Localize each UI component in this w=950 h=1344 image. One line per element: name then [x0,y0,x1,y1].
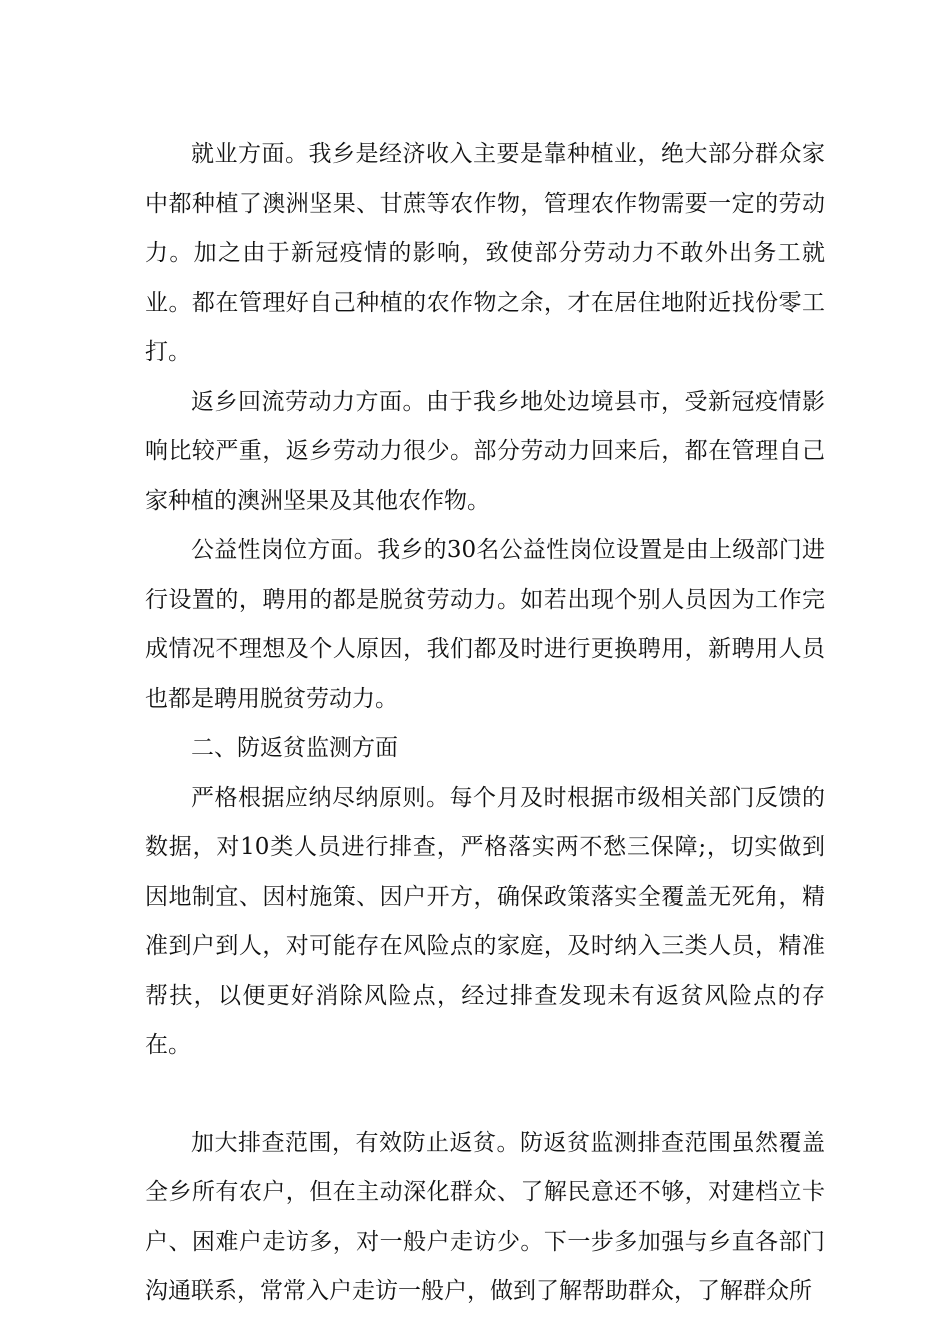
document-body [145,130,825,1317]
paragraph-strict-inclusion: 严格根据应纳尽纳原则。每个月及时根据市级相关部门反馈的数据，对10类人员进行排查，严格落实两不愁三保障;，切实做到因地制宜、因村施策、因户开方，确保政策落实全覆盖无死角，精准到户到人，对可能存在风险点的家庭，及时纳入三类人员，精准帮扶，以便更好消除风险点，经过排查发现未有返贫风险点的存在。 [145,784,825,1058]
paragraph-expand-screening: 加大排查范围，有效防止返贫。防返贫监测排查范围虽然覆盖全乡所有农户，但在主动深化群众、了解民意还不够，对建档立卡户、困难户走访多，对一般户走访少。下一步多加强与乡直各部门沟通联系，常常入户走访一般户，做到了解帮助群众，了解群众所 [145,1129,825,1304]
section-heading-monitoring: 二、防返贫监测方面 [191,735,398,761]
paragraph-employment: 就业方面。我乡是经济收入主要是靠种植业，绝大部分群众家中都种植了澳洲坚果、甘蔗等农作物，管理农作物需要一定的劳动力。加之由于新冠疫情的影响，致使部分劳动力不敢外出务工就业。都在管理好自己种植的农作物之余，才在居住地附近找份零工打。 [145,141,825,365]
paragraph-returning-labor: 返乡回流劳动力方面。由于我乡地处边境县市，受新冠疫情影响比较严重，返乡劳动力很少。部分劳动力回来后，都在管理自己家种植的澳洲坚果及其他农作物。 [145,388,825,514]
paragraph-public-welfare-posts: 公益性岗位方面。我乡的30名公益性岗位设置是由上级部门进行设置的，聘用的都是脱贫劳动力。如若出现个别人员因为工作完成情况不理想及个人原因，我们都及时进行更换聘用，新聘用人员也都是聘用脱贫劳动力。 [145,537,825,712]
paragraph-gap [145,1071,825,1119]
